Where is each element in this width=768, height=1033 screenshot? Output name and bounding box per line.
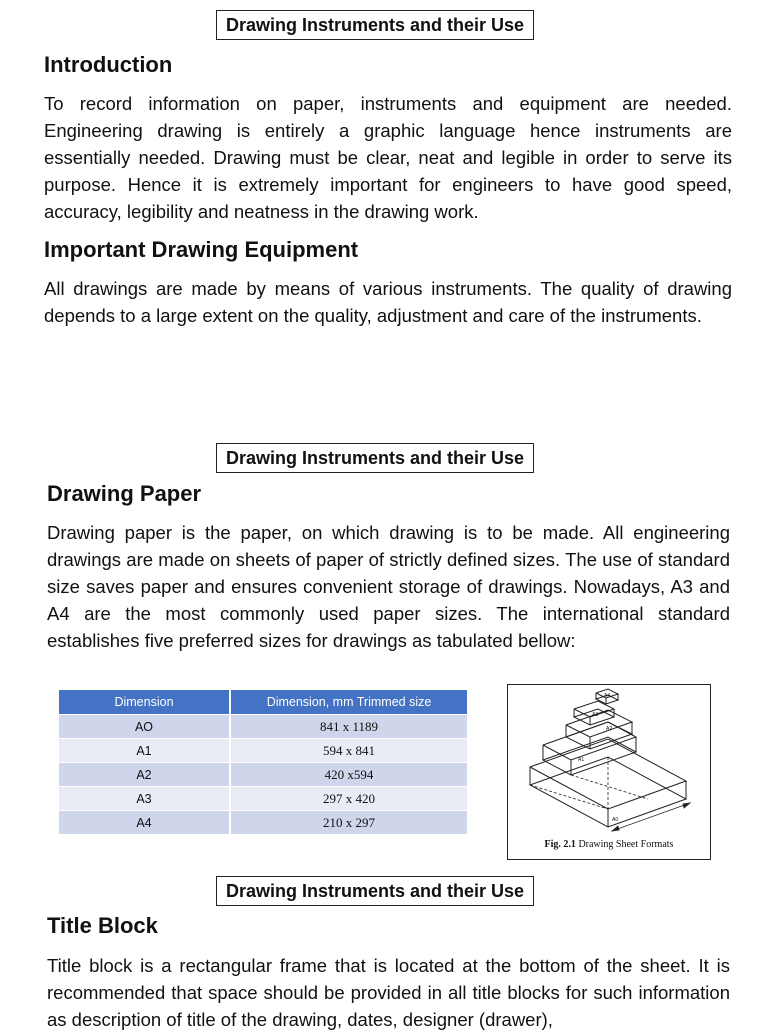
table-cell-dimension: 841 x 1189: [230, 715, 467, 739]
figure-label: A2: [606, 726, 613, 732]
table-cell-dimension: 210 x 297: [230, 811, 467, 835]
paragraph-title-block: Title block is a rectangular frame that is located at the bottom of the sheet. It is recommended that space should be provided in all title blocks for such information as description of title of the drawing, dates, designer (drawer),: [47, 955, 730, 1030]
paragraph-introduction: To record information on paper, instruments and equipment are needed. Engineering drawing is entirely a graphic language hence instruments are essentially needed. Drawing must be clear, neat and legible in order to serve its purpose. Hence it is extremely important for engineers to have good speed, accuracy, legibility and neatness in the drawing work.: [44, 93, 732, 222]
section-header: Drawing Instruments and their Use: [216, 876, 534, 906]
paragraph-drawing-paper: Drawing paper is the paper, on which drawing is to be made. All engineering drawings are made on sheets of paper of strictly defined sizes. The use of standard size saves paper and ensures convenient storage of drawings. Nowadays, A3 and A4 are the most commonly used paper sizes. The international standard establishes five preferred sizes for drawings as tabulated bellow:: [47, 522, 730, 651]
table-header-trimmed-size: Dimension, mm Trimmed size: [230, 690, 467, 715]
table-cell-size: AO: [59, 715, 230, 739]
heading-title-block: Title Block: [47, 913, 158, 938]
paragraph-important-equipment: All drawings are made by means of various instruments. The quality of drawing depends to a large extent on the quality, adjustment and care of the instruments.: [44, 278, 732, 326]
heading-drawing-paper: Drawing Paper: [47, 481, 202, 506]
figure-caption-label: Fig. 2.1: [544, 839, 576, 850]
figure-caption-text: Drawing Sheet Formats: [578, 839, 674, 850]
heading-introduction: Introduction: [44, 52, 173, 77]
figure-label: A4: [604, 693, 611, 699]
table-cell-size: A2: [59, 763, 230, 787]
sheet-formats-diagram: [508, 685, 710, 835]
table-cell-size: A3: [59, 787, 230, 811]
table-row: [59, 787, 467, 811]
figure-label: A0: [612, 817, 619, 823]
table-cell-dimension: 594 x 841: [230, 739, 467, 763]
section-header: Drawing Instruments and their Use: [216, 443, 534, 473]
table-cell-size: A4: [59, 811, 230, 835]
figure-label: A1: [578, 757, 585, 763]
section-header: Drawing Instruments and their Use: [216, 10, 534, 40]
table-row: [59, 739, 467, 763]
table-header-dimension: Dimension: [59, 690, 230, 715]
table-cell-dimension: 420 x594: [230, 763, 467, 787]
table-cell-dimension: 297 x 420: [230, 787, 467, 811]
paper-size-table: [59, 690, 467, 834]
figure-caption: [508, 839, 710, 850]
heading-important-equipment: Important Drawing Equipment: [44, 237, 359, 262]
table-cell-size: A1: [59, 739, 230, 763]
table-row: [59, 715, 467, 739]
figure-label: A3: [592, 712, 599, 718]
sheet-formats-figure: [507, 684, 711, 860]
table-row: [59, 811, 467, 835]
table-row: [59, 763, 467, 787]
table-header-row: [59, 690, 467, 715]
